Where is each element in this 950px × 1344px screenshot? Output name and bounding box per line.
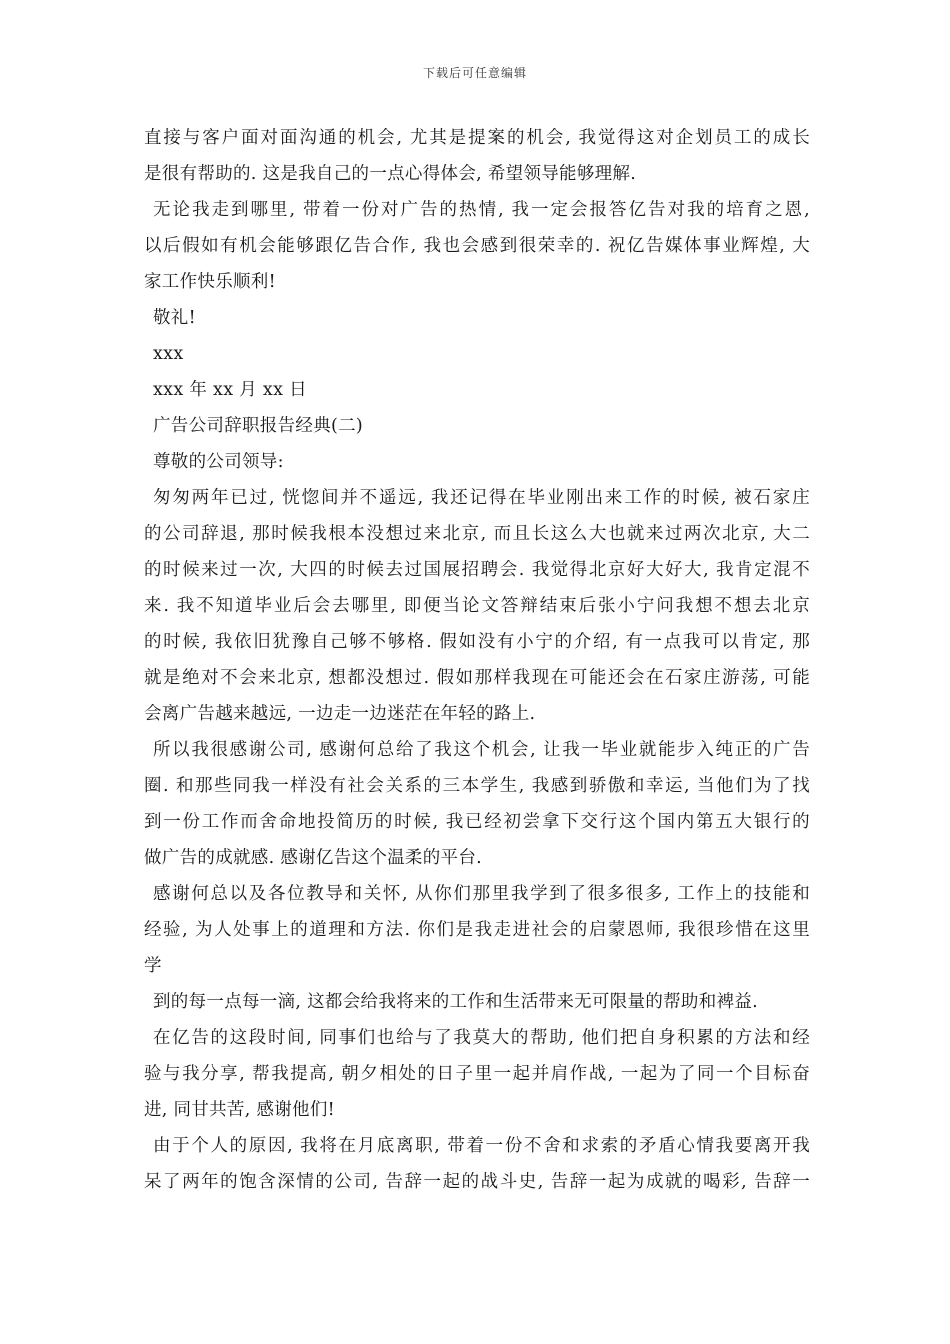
text-line: 在亿告的这段时间, 同事们也给与了我莫大的帮助, 他们把自身积累的方法和经 — [153, 1028, 810, 1048]
document-body — [144, 120, 810, 1200]
text-line: 由于个人的原因, 我将在月底离职, 带着一份不舍和求索的矛盾心情我要离开我 — [153, 1136, 810, 1156]
text-line: 学 — [144, 956, 162, 976]
text-line: xxx — [153, 344, 184, 364]
text-line: 圈. 和那些同我一样没有社会关系的三本学生, 我感到骄傲和幸运, 当他们为了找 — [144, 776, 810, 796]
text-line: 以后假如有机会能够跟亿告合作, 我也会感到很荣幸的. 祝亿告媒体事业辉煌, 大 — [144, 236, 810, 256]
text-line: 直接与客户面对面沟通的机会, 尤其是提案的机会, 我觉得这对企划员工的成长 — [144, 128, 810, 148]
text-line: xxx 年 xx 月 xx 日 — [153, 380, 307, 400]
text-line: 来. 我不知道毕业后会去哪里, 即便当论文答辩结束后张小宁问我想不想去北京 — [144, 596, 810, 616]
text-line: 敬礼! — [153, 308, 196, 328]
text-line: 就是绝对不会来北京, 想都没想过. 假如那样我现在可能还会在石家庄游荡, 可能 — [144, 668, 810, 688]
text-line: 家工作快乐顺利! — [144, 272, 276, 292]
text-line: 是很有帮助的. 这是我自己的一点心得体会, 希望领导能够理解. — [144, 164, 637, 184]
text-line: 的时候, 我依旧犹豫自己够不够格. 假如没有小宁的介绍, 有一点我可以肯定, 那 — [144, 632, 810, 652]
page-header: 下载后可任意编辑 — [422, 66, 527, 80]
text-line: 所以我很感谢公司, 感谢何总给了我这个机会, 让我一毕业就能步入纯正的广告 — [153, 740, 810, 760]
text-line: 匆匆两年已过, 恍惚间并不遥远, 我还记得在毕业刚出来工作的时候, 被石家庄 — [153, 488, 810, 508]
text-line: 广告公司辞职报告经典(二) — [153, 416, 364, 436]
text-line: 到的每一点每一滴, 这都会给我将来的工作和生活带来无可限量的帮助和裨益. — [153, 992, 758, 1012]
text-line: 无论我走到哪里, 带着一份对广告的热情, 我一定会报答亿告对我的培育之恩, — [153, 200, 810, 220]
text-line: 做广告的成就感. 感谢亿告这个温柔的平台. — [144, 848, 482, 868]
text-line: 到一份工作而舍命地投简历的时候, 我已经初尝拿下交行这个国内第五大银行的 — [144, 812, 810, 832]
text-line: 进, 同甘共苦, 感谢他们! — [144, 1100, 335, 1120]
text-line: 呆了两年的饱含深情的公司, 告辞一起的战斗史, 告辞一起为成就的喝彩, 告辞一 — [144, 1172, 810, 1192]
text-line: 会离广告越来越远, 一边走一边迷茫在年轻的路上. — [144, 704, 536, 724]
text-line: 的时候来过一次, 大四的时候去过国展招聘会. 我觉得北京好大好大, 我肯定混不 — [144, 560, 810, 580]
text-line: 感谢何总以及各位教导和关怀, 从你们那里我学到了很多很多, 工作上的技能和 — [153, 884, 810, 904]
text-line: 验与我分享, 帮我提高, 朝夕相处的日子里一起并肩作战, 一起为了同一个目标奋 — [144, 1064, 810, 1084]
text-line: 经验, 为人处事上的道理和方法. 你们是我走进社会的启蒙恩师, 我很珍惜在这里 — [144, 920, 810, 940]
text-line: 的公司辞退, 那时候我根本没想过来北京, 而且长这么大也就来过两次北京, 大二 — [144, 524, 810, 544]
text-line: 尊敬的公司领导: — [153, 452, 284, 472]
